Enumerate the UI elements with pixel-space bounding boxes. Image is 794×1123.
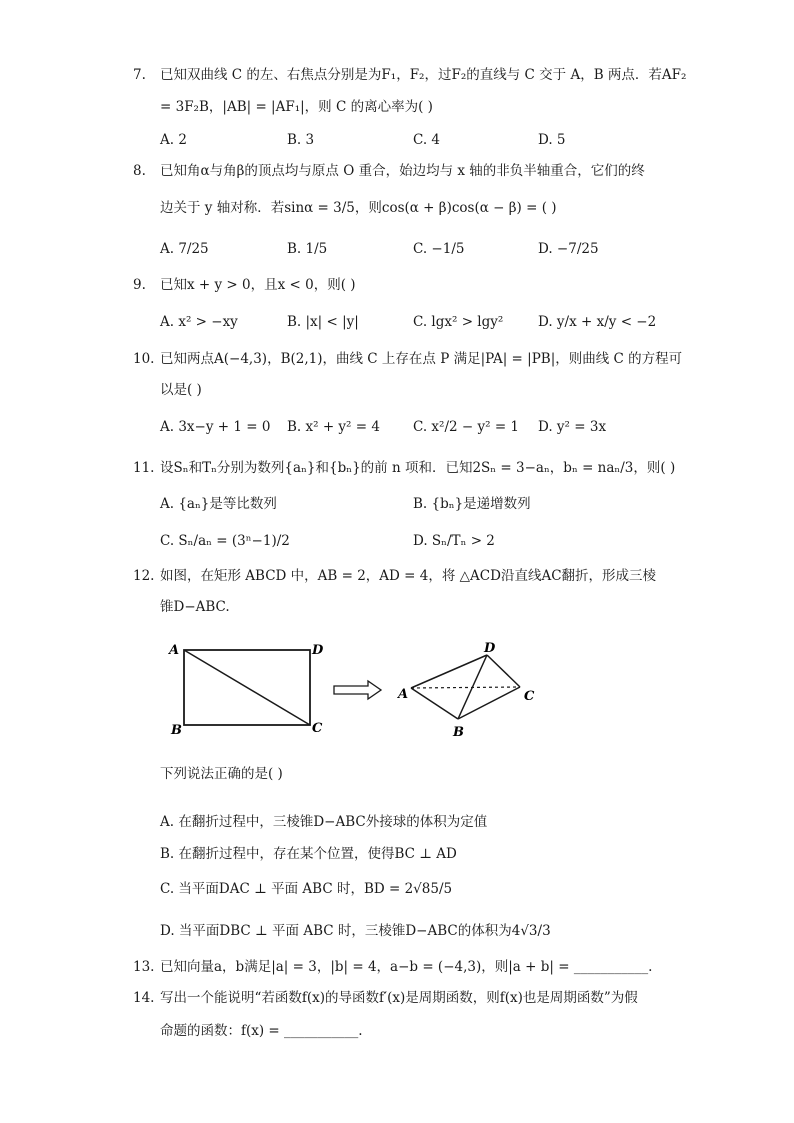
label-right-b: B [453, 725, 464, 740]
question-10-option-b: B. x² + y² = 4 [287, 419, 380, 435]
question-7-option-a: A. 2 [160, 132, 187, 148]
question-8-option-c: C. −1/5 [413, 241, 465, 257]
question-13-number: 13. [133, 959, 155, 975]
question-14-text-line1: 写出一个能说明“若函数f(x)的导函数f′(x)是周期函数，则f(x)也是周期函数”为假 [160, 990, 638, 1006]
question-9-text-line1: 已知x + y > 0，且x < 0，则( ) [160, 277, 356, 293]
question-12-prompt: 下列说法正确的是( ) [160, 766, 283, 782]
question-9-option-b: B. |x| < |y| [287, 314, 359, 330]
question-12-number: 12. [133, 568, 155, 584]
question-7-option-b: B. 3 [287, 132, 315, 148]
question-10-option-c: C. x²/2 − y² = 1 [413, 419, 520, 435]
question-7-text-line1: 已知双曲线 C 的左、右焦点分别是为F₁，F₂，过F₂的直线与 C 交于 A，B 两点．若AF₂ [160, 67, 687, 83]
question-12-option-c: C. 当平面DAC ⊥ 平面 ABC 时，BD = 2√85/5 [160, 881, 453, 897]
question-11-text-line1: 设Sₙ和Tₙ分别为数列{aₙ}和{bₙ}的前 n 项和．已知2Sₙ = 3−aₙ，bₙ = naₙ/3，则( ) [160, 460, 676, 476]
question-11-option-c: C. Sₙ/aₙ = (3ⁿ−1)/2 [160, 533, 290, 549]
question-7-number: 7. [133, 67, 146, 83]
question-12-text-line2: 锥D−ABC. [160, 599, 230, 615]
question-13-text-line1: 已知向量a，b满足|a| = 3，|b| = 4，a−b = (−4,3)，则|a + b| = ___________. [160, 959, 653, 975]
question-12-figure [160, 630, 560, 745]
question-9-option-a: A. x² > −xy [160, 314, 238, 330]
question-7-text-line2: = 3F₂B，|AB| = |AF₁|，则 C 的离心率为( ) [160, 99, 433, 115]
question-11-number: 11. [133, 460, 155, 476]
question-8-option-d: D. −7/25 [538, 241, 599, 257]
question-11-option-b: B. {bₙ}是递增数列 [413, 496, 531, 512]
question-14-number: 14. [133, 990, 155, 1006]
label-left-d: D [312, 643, 324, 658]
question-9-number: 9. [133, 277, 146, 293]
question-10-number: 10. [133, 351, 155, 367]
question-7-option-d: D. 5 [538, 132, 566, 148]
question-8-text-line2: 边关于 y 轴对称．若sinα = 3/5，则cos(α + β)cos(α − β) = ( ) [160, 200, 557, 216]
question-12-option-a: A. 在翻折过程中，三棱锥D−ABC外接球的体积为定值 [160, 814, 488, 830]
label-left-a: A [169, 643, 180, 658]
question-10-text-line2: 以是( ) [160, 382, 202, 398]
question-9-option-d: D. y/x + x/y < −2 [538, 314, 657, 330]
question-8-number: 8. [133, 163, 146, 179]
question-10-text-line1: 已知两点A(−4,3)，B(2,1)，曲线 C 上存在点 P 满足|PA| = |PB|，则曲线 C 的方程可 [160, 351, 683, 367]
question-8-text-line1: 已知角α与角β的顶点均与原点 O 重合，始边均与 x 轴的非负半轴重合，它们的终 [160, 163, 645, 179]
question-9-option-c: C. lgx² > lgy² [413, 314, 504, 330]
question-8-option-a: A. 7/25 [160, 241, 209, 257]
question-12-option-b: B. 在翻折过程中，存在某个位置，使得BC ⊥ AD [160, 846, 457, 862]
question-11-option-d: D. Sₙ/Tₙ > 2 [413, 533, 495, 549]
question-10-option-a: A. 3x−y + 1 = 0 [160, 419, 271, 435]
question-11-option-a: A. {aₙ}是等比数列 [160, 496, 277, 512]
label-right-a: A [398, 687, 409, 702]
question-12-text-line1: 如图，在矩形 ABCD 中，AB = 2，AD = 4，将 △ACD沿直线AC翻折，形成三棱 [160, 568, 657, 584]
label-right-d: D [484, 641, 496, 656]
question-7-option-c: C. 4 [413, 132, 441, 148]
tetrahedron-dabc [411, 655, 520, 719]
arrow-icon [334, 681, 381, 699]
label-left-c: C [312, 721, 323, 736]
label-left-b: B [171, 723, 182, 738]
question-10-option-d: D. y² = 3x [538, 419, 607, 435]
diagonal-ac [184, 650, 310, 725]
question-8-option-b: B. 1/5 [287, 241, 328, 257]
question-12-option-d: D. 当平面DBC ⊥ 平面 ABC 时，三棱锥D−ABC的体积为4√3/3 [160, 923, 551, 939]
label-right-c: C [524, 689, 535, 704]
question-14-text-line2: 命题的函数：f(x) = ___________. [160, 1023, 363, 1039]
